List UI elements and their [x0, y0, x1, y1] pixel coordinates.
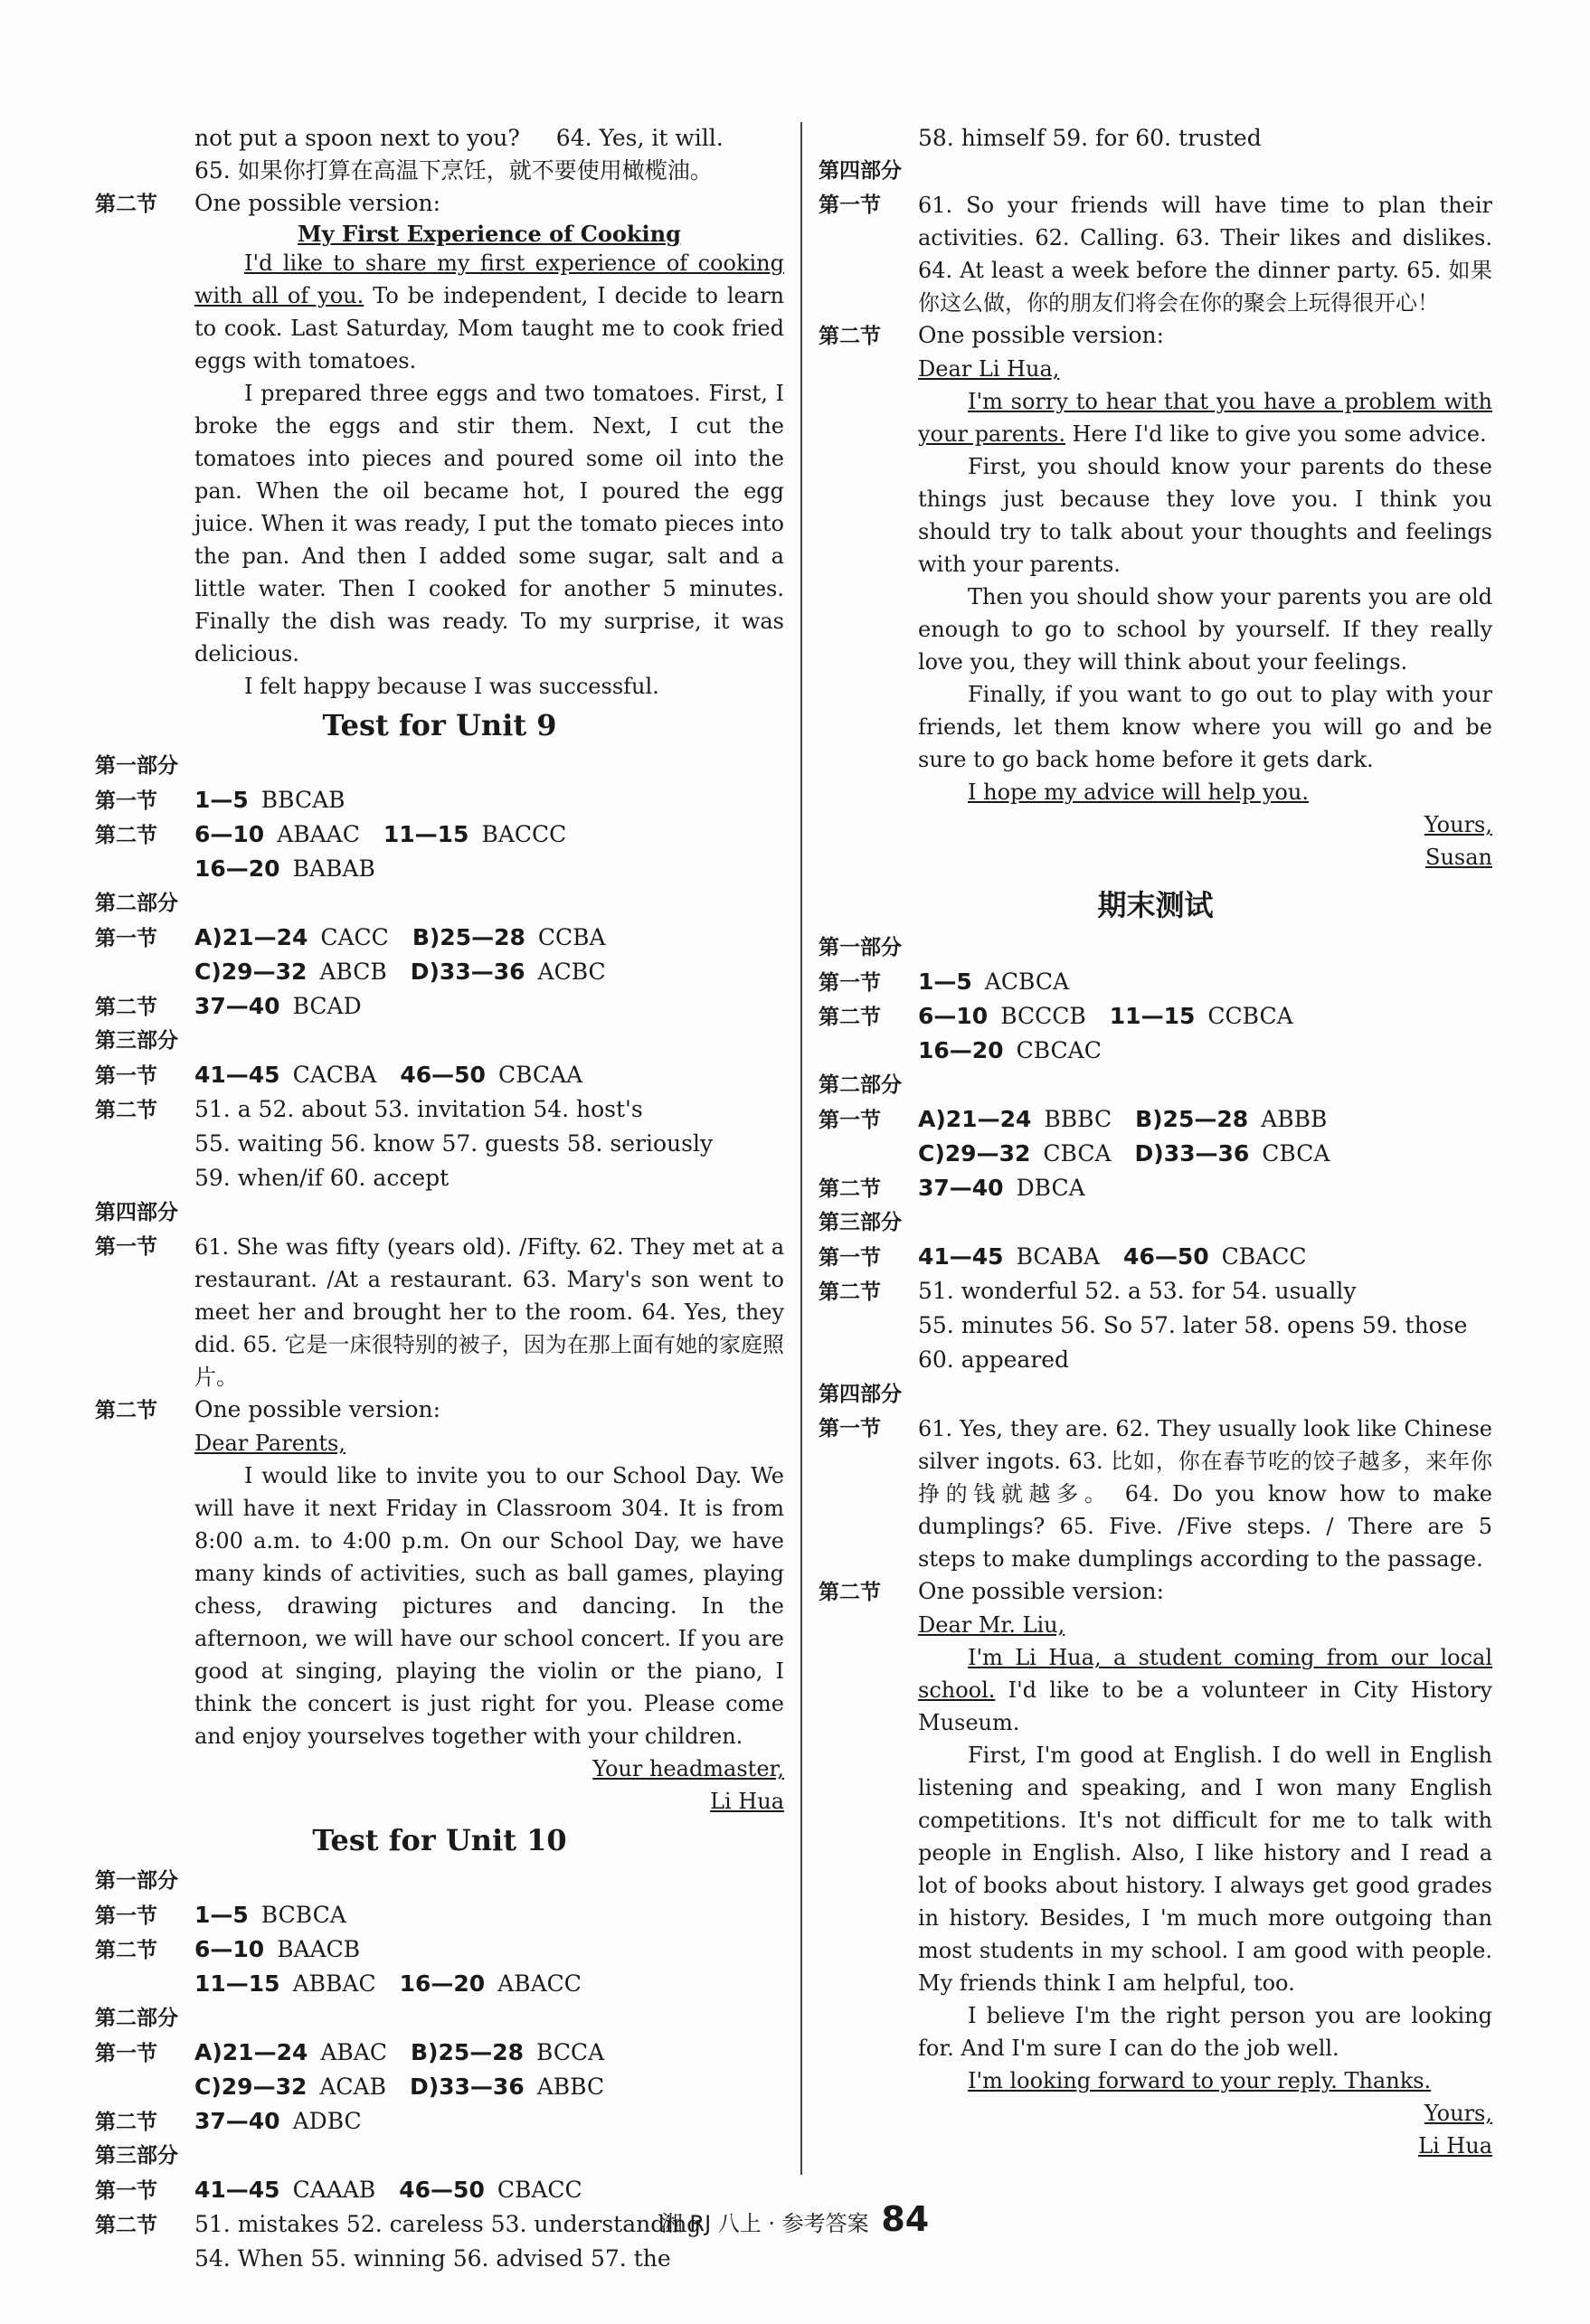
- essay-paragraph: I felt happy because I was successful.: [244, 674, 659, 699]
- essay-paragraph: First, you should know your parents do these things just because they love you. I think you should try to talk about your thoughts and feelings with your parents.: [918, 454, 1492, 577]
- essay-paragraph: I'm sorry to hear that you have a problem with your parents. Here I'd like to give you some advice.: [918, 389, 1492, 447]
- column-divider: [800, 122, 802, 2175]
- answer-line: not put a spoon next to you? 64. Yes, it will.: [194, 125, 724, 151]
- section-line: 第二节 One possible version:: [95, 190, 441, 216]
- essay-paragraph: I'd like to share my first experience of cooking with all of you. To be independent, I decide to learn to cook. Last Saturday, Mom taught me to cook fried eggs with tomatoes.: [194, 250, 784, 373]
- final-test-title: 期末测试: [1097, 888, 1214, 922]
- writing-answer: 61. She was fifty (years old). /Fifty. 62. They met at a restaurant. /At a restaurant. 63. Mary's son went to meet her and brought her to the room. 64. Yes, they did. 65. 它是一床很特别的被子，因为在那上面有她的家庭照片。: [194, 1234, 784, 1390]
- essay-paragraph: I believe I'm the right person you are looking for. And I'm sure I can do the job well.: [918, 2003, 1492, 2061]
- essay-paragraph: Finally, if you want to go out to play with your friends, let them know where you will go and be sure to go back home before it gets dark.: [918, 682, 1492, 772]
- essay-paragraph: First, I'm good at English. I do well in English listening and speaking, and I won many English competitions. It's not difficult for me to talk with people in English. Also, I like history and I read a lot of books about history. I always get good grades in history. Besides, I 'm much more outgoing than most students in my school. I am good with people. My friends think I am helpful, too.: [918, 1743, 1492, 1996]
- essay-paragraph: I prepared three eggs and two tomatoes. First, I broke the eggs and stir them. Next, I cut the tomatoes into pieces and poured some oil into the pan. When the oil became hot, I poured the egg juice. When it was ready, I put the tomato pieces into the pan. And then I added some sugar, salt and a little water. Then I cooked for another 5 minutes. Finally the dish was ready. To my surprise, it was delicious.: [194, 381, 784, 666]
- unit-title: Test for Unit 9: [322, 708, 557, 742]
- footer-label: 湘 RJ 八上 · 参考答案: [660, 2211, 869, 2236]
- writing-answer: 61. So your friends will have time to plan their activities. 62. Calling. 63. Their likes and dislikes. 64. At least a week before the dinner party. 65. 如果你这么做，你的朋友们将会在你的聚会上玩得很开心！: [918, 193, 1492, 316]
- essay-title: My First Experience of Cooking: [298, 221, 681, 247]
- page-number: 84: [881, 2199, 930, 2239]
- essay-paragraph: I would like to invite you to our School Day. We will have it next Friday in Classroom 304. It is from 8:00 a.m. to 4:00 p.m. On our School Day, we have many kinds of activities, such as ball games, playing chess, drawing pictures and dancing. In the afternoon, we will have our school concert. If you are good at singing, playing the violin or the piano, I think the concert is just right for you. Please come and enjoy yourselves together with your children.: [194, 1463, 784, 1749]
- page-footer: [0, 2199, 1590, 2239]
- unit-title: Test for Unit 10: [312, 1823, 567, 1857]
- essay-paragraph: I'm Li Hua, a student coming from our local school. I'd like to be a volunteer in City History Museum.: [918, 1645, 1492, 1735]
- essay-paragraph: I hope my advice will help you.: [968, 779, 1309, 805]
- essay-paragraph: I'm looking forward to your reply. Thanks.: [968, 2068, 1432, 2093]
- essay-paragraph: Then you should show your parents you are old enough to go to school by yourself. If they really love you, they will think about your feelings.: [918, 584, 1492, 675]
- left-column: not put a spoon next to you? 64. Yes, it will. 65. 如果你打算在高温下烹饪，就不要使用橄榄油。 第二节 One possible version: My First Experience of Cooking I'd like to share my first experience of cooking with all of you. To be independent, I decide to learn to cook. Last Saturday, Mom taught me to cook fried eggs with tomatoes. I prepared three eggs and two tomatoes. First, I broke the eggs and stir them. Next, I cut the tomatoes into pieces and poured some oil into the pan. When the oil became hot, I poured the egg juice. When it was ready, I put the tomato pieces into the pan. And then I added some sugar, salt and a little water. Then I cooked for another 5 minutes. Finally the dish was ready. To my surprise, it was delicious. I felt happy because I was successful. Test for Unit 9 第一部分 第一节 1—5 BBCAB 第二节 6—10 ABAAC 11—15 BACCC 16—20 BABAB 第二部分 第一节 A)21—24 CACC B)25—28 CCBA C)29—32 ABCB D)33—36 ACBC 第二节 37—40 BCAD 第三部分 第一节 41—45 CACBA 46—50 CBCAA 第二节 51. a 52. about 53. invitation 54. host's 55. waiting 56. know 57. guests 58. seriously 59. when/if 60. accept 第四部分 第一节 61. She was fifty (years old). /Fifty. 62. They met at a restaurant. /At a restaurant. 63. Mary's son went to meet her and brought her to the room. 64. Yes, they did. 65. 它是一床很特别的被子，因为在那上面有她的家庭照片。 第二节 One possible version: Dear Parents, I would like to invite you to our School Day. We will have it next Friday in Classroom 304. It is from 8:00 a.m. to 4:00 p.m. On our School Day, we have many kinds of activities, such as ball games, playing chess, drawing pictures and dancing. In the afternoon, we will have our school concert. If you are good at singing, playing the violin or the piano, I think the concert is just right for you. Please come and enjoy yourselves together with your children. Your headmaster, Li Hua Test for Unit 10 第一部分 第一节 1—5 BCBCA 第二节 6—10 BAACB 11—15 ABBAC 16—20 ABACC 第二部分 第一节 A)21—24 ABAC B)25—28 BCCA C)29—32 ACAB D)33—36 ABBC 第二节 37—40 ADBC 第三部分 第一节 41—45 CAAAB 46—50 CBACC 第二节 51. mistakes 52. careless 53. understanding 54. When 55. winning 56. advised 57. the: [95, 122, 784, 2277]
- right-column: 58. himself 59. for 60. trusted 第四部分 第一节 61. So your friends will have time to plan their activities. 62. Calling. 63. Their likes and dislikes. 64. At least a week before the dinner party. 65. 如果你这么做，你的朋友们将会在你的聚会上玩得很开心！ 第二节 One possible version: Dear Li Hua, I'm sorry to hear that you have a problem with your parents. Here I'd like to give you some advice. First, you should know your parents do these things just because they love you. I think you should try to talk about your thoughts and feelings with your parents. Then you should show your parents you are old enough to go to school by yourself. If they really love you, they will think about your feelings. Finally, if you want to go out to play with your friends, let them know where you will go and be sure to go back home before it gets dark. I hope my advice will help you. Yours, Susan 期末测试 第一部分 第一节 1—5 ACBCA 第二节 6—10 BCCCB 11—15 CCBCA 16—20 CBCAC 第二部分 第一节 A)21—24 BBBC B)25—28 ABBB C)29—32 CBCA D)33—36 CBCA 第二节 37—40 DBCA 第三部分 第一节 41—45 BCABA 46—50 CBACC 第二节 51. wonderful 52. a 53. for 54. usually 55. minutes 56. So 57. later 58. opens 59. those 60. appeared 第四部分 第一节 61. Yes, they are. 62. They usually look like Chinese silver ingots. 63. 比如，你在春节吃的饺子越多，来年你挣的钱就越多。 64. Do you know how to make dumplings? 65. Five. /Five steps. / There are 5 steps to make dumplings according to the passage. 第二节 One possible version: Dear Mr. Liu, I'm Li Hua, a student coming from our local school. I'd like to be a volunteer in City History Museum. First, I'm good at English. I do well in English listening and speaking, and I won many English competitions. It's not difficult for me to talk with people in English. Also, I like history and I read a lot of books about history. I always get good grades in history. Besides, I 'm much more outgoing than most students in my school. I am good with people. My friends think I am helpful, too. I believe I'm the right person you are looking for. And I'm sure I can do the job well. I'm looking forward to your reply. Thanks. Yours, Li Hua: [819, 125, 1492, 2159]
- writing-answer: 61. Yes, they are. 62. They usually look like Chinese silver ingots. 63. 比如，你在春节吃的饺子越多，来年你挣的钱就越多。 64. Do you know how to make dumplings? 65. Five. /Five steps. / There are 5 steps to make dumplings according to the passage.: [918, 1416, 1492, 1572]
- answer-line: 65. 如果你打算在高温下烹饪，就不要使用橄榄油。: [194, 157, 713, 184]
